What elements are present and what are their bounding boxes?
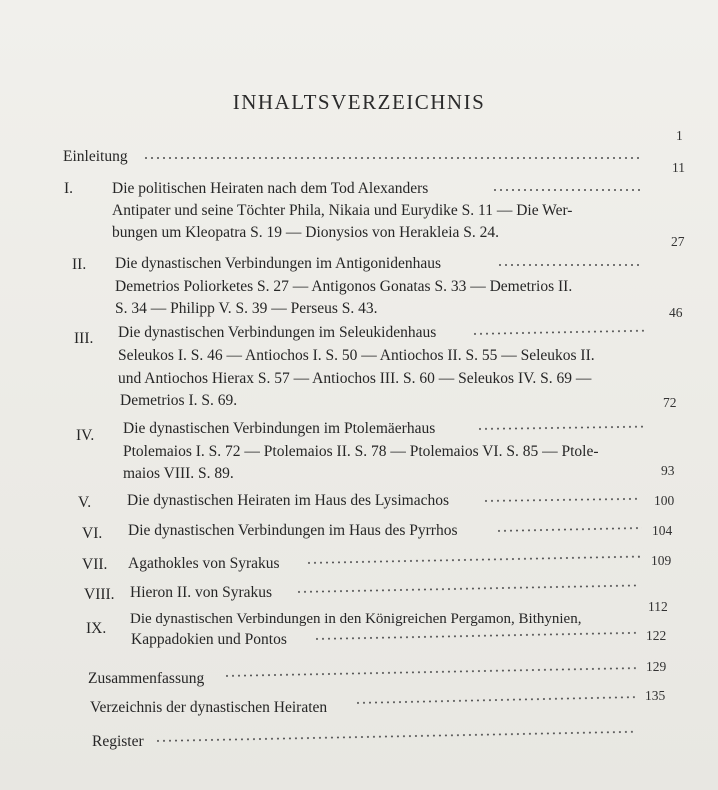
page-number: 112 (648, 599, 668, 614)
entry-subline: Seleukos I. S. 46 — Antiochos I. S. 50 — Antiochos II. S. 55 — Seleukos II. (118, 347, 595, 364)
entry-subline: Kappadokien und Pontos (131, 631, 287, 648)
page-number: 129 (646, 659, 667, 674)
leader-dots (477, 426, 645, 430)
leader-dots (296, 584, 636, 593)
page-number: 72 (663, 395, 677, 410)
entry-title: Agathokles von Syrakus (128, 555, 280, 572)
entry-title: Die dynastischen Verbindungen in den Königreichen Pergamon, Bithynien, (130, 611, 582, 627)
entry-title: Die dynastischen Verbindungen im Antigonidenhaus (115, 255, 442, 272)
leader-dots (355, 696, 635, 704)
chapter-number: V. (78, 494, 92, 511)
leader-dots (155, 731, 635, 742)
entry-title: Hieron II. von Syrakus (130, 584, 273, 601)
page-number: 122 (646, 628, 667, 643)
page-number: 1 (676, 128, 683, 143)
entry-title: Die politischen Heiraten nach dem Tod Alexanders (112, 180, 429, 197)
leader-dots (472, 330, 644, 335)
leader-dots (306, 556, 640, 564)
entry-subline: bungen um Kleopatra S. 19 — Dionysios von Herakleia S. 24. (112, 224, 500, 241)
entry-title: Die dynastischen Verbindungen im Ptolemäerhaus (123, 420, 436, 437)
chapter-number: IV. (76, 427, 95, 444)
entry-title: Register (92, 733, 144, 750)
leader-dots (497, 264, 643, 266)
leader-dots (492, 189, 640, 191)
chapter-number: II. (72, 256, 87, 273)
entry-subline: maios VIII. S. 89. (123, 465, 234, 482)
entry-title: Die dynastischen Verbindungen im Haus des Pyrrhos (128, 522, 458, 539)
page-number: 46 (669, 305, 683, 320)
chapter-number: VI. (82, 525, 103, 542)
entry-title: Einleitung (63, 148, 128, 165)
leader-dots (314, 632, 636, 640)
entry-subline: Demetrios I. S. 69. (120, 392, 238, 409)
page-number: 11 (672, 160, 685, 175)
entry-subline: Demetrios Poliorketes S. 27 — Antigonos Gonatas S. 33 — Demetrios II. (115, 278, 573, 295)
entry-title: Verzeichnis der dynastischen Heiraten (90, 699, 328, 716)
leader-dots (483, 498, 640, 502)
page-number: 109 (651, 553, 672, 568)
entry-title: Zusammenfassung (88, 670, 205, 687)
page-number: 135 (645, 688, 666, 703)
page-number: 93 (661, 463, 675, 478)
entry-subline: Ptolemaios I. S. 72 — Ptolemaios II. S. 78 — Ptolemaios VI. S. 85 — Ptole- (123, 443, 599, 460)
leader-dots (224, 667, 636, 677)
chapter-number: IX. (86, 620, 107, 637)
page-number: 104 (652, 523, 673, 538)
chapter-number: VIII. (84, 586, 115, 603)
entry-title: Die dynastischen Verbindungen im Seleukidenhaus (118, 324, 437, 341)
entry-subline: Antipater und seine Töchter Phila, Nikaia und Eurydike S. 11 — Die Wer- (112, 202, 573, 219)
entry-subline: und Antiochos Hierax S. 57 — Antiochos III. S. 60 — Seleukos IV. S. 69 — (118, 370, 592, 387)
entry-subline: S. 34 — Philipp V. S. 39 — Perseus S. 43. (115, 300, 378, 317)
page-number: 27 (671, 234, 685, 249)
chapter-number: I. (64, 180, 74, 197)
entry-title: Die dynastischen Heiraten im Haus des Lysimachos (127, 492, 449, 509)
leader-dots (496, 527, 642, 532)
leader-dots (143, 157, 643, 159)
chapter-number: VII. (82, 556, 108, 573)
chapter-number: III. (74, 330, 94, 347)
page-number: 100 (654, 493, 675, 508)
page-title: INHALTSVERZEICHNIS (232, 90, 486, 114)
